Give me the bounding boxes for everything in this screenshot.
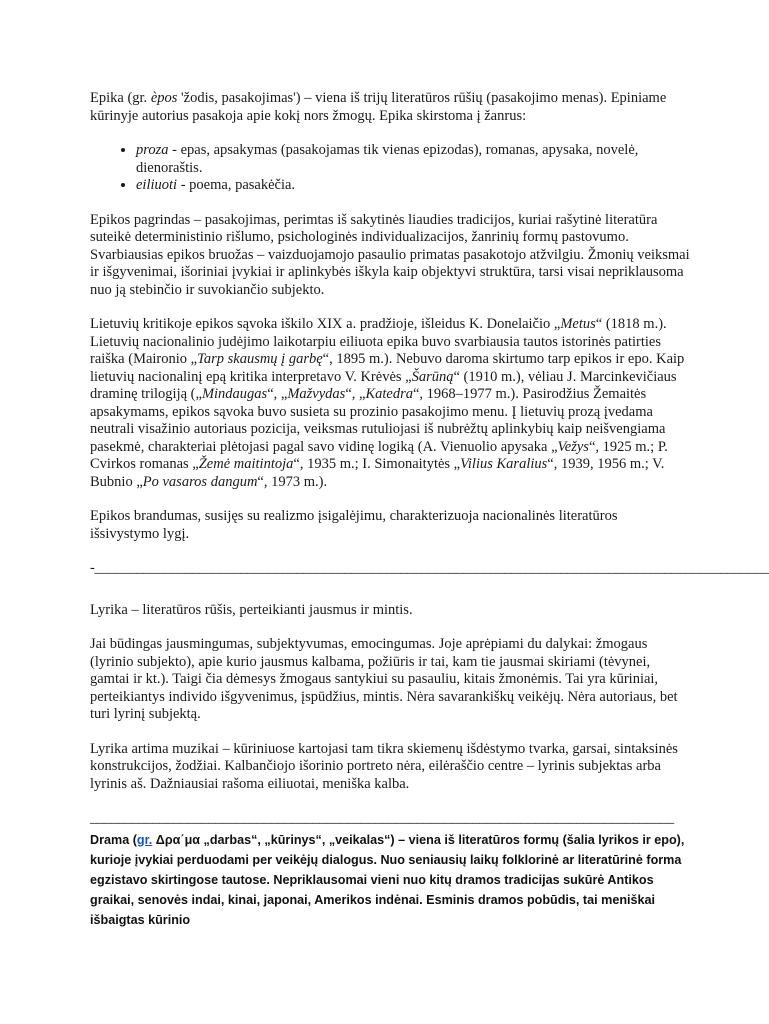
paragraph-text: “, 1968–1977 m.). Pasirodžius Žemaitės apsakymams, epikos sąvoka buvo susieta su prozinio pasakojimo menu. Į lietuvių prozą įvedama neutrali visažinio autoriaus pozicija, veiksmas rutuliojasi iš nubrėžtų aplinkybių kaip neišvengiama pasekmė, charakteriai plėtojasi pagal savo vidinę logiką (A. Vienuolio apysaka „	[90, 386, 666, 455]
work-title: Katedra	[365, 386, 413, 402]
epika-intro-term: èpos	[150, 90, 178, 106]
epika-intro	[90, 90, 690, 125]
work-title: Metus	[560, 316, 596, 332]
work-title: Po vasaros dangum	[142, 473, 258, 490]
drama-paragraph	[90, 830, 690, 930]
genre-description: - poema, pasakėčia.	[177, 177, 296, 193]
genre-term: eiliuoti	[136, 177, 178, 193]
paragraph-text: Lietuvių kritikoje epikos sąvoka iškilo XIX a. pradžioje, išleidus K. Donelaičio „	[90, 316, 561, 332]
paragraph-text: “, 1925 m.; P. Cvirkos romanas „	[90, 438, 668, 472]
lyrika-paragraph-2: Jai būdingas jausmingumas, subjektyvumas, emocingumas. Joje aprėpiami du dalykai: žmogaus (lyrinio subjekto), apie kurio jausmus kalbama, požiūris ir tai, kam tie jausmai skiriami (tėvynei, gamtai ir kt.). Taigi čia dėmesys žmogaus santykiui su pasauliu, kitais žmonėmis. Tai yra kūriniai, perteikiantys individo išgyvenimus, įspūdžius, mintis. Nėra savarankiškų veikėjų. Nėra autoriaus, bet turi lyrinį subjektą.	[90, 636, 678, 722]
lyrika-paragraph-1: Lyrika – literatūros rūšis, perteikianti jausmus ir mintis.	[90, 601, 413, 618]
epika-intro-text-2: 'žodis, pasakojimas') – viena iš trijų literatūros rūšių (pasakojimo menas). Epiniame kūrinyje autorius pasakoja apie kokį nors žmogų. Epika skirstoma į žanrus:	[90, 90, 667, 124]
separator-line: -_________________________________________________________________________________________________	[90, 560, 769, 576]
genre-list	[90, 142, 690, 195]
paragraph-text: “, 1973 m.).	[257, 473, 328, 490]
genre-term: proza	[136, 142, 169, 158]
paragraph-text: “, „	[345, 386, 366, 402]
work-title: Vilius Karalius	[460, 456, 548, 472]
work-title: Mindaugas	[201, 386, 268, 402]
greek-link[interactable]: gr.	[136, 832, 153, 847]
paragraph-text: “ (1818 m.). Lietuvių nacionalinio judėjimo laikotarpiu eiliuota epika buvo svarbiausia tautos istorinės patirties raiška (Maironio „	[90, 316, 667, 367]
epika-paragraph-2: Epikos pagrindas – pasakojimas, perimtas iš sakytinės liaudies tradicijos, kuriai rašytinė literatūra suteikė deterministinio rišlumo, psichologinės individualizacijos, žanrinių formų pastovumo. Svarbiausias epikos bruožas – vaizduojamojo pasaulio primatas pasakotojo atžvilgiu. Žmonių veiksmai ir išgyvenimai, išoriniai įvykiai ir aplinkybės iškyla kaip objektyvi struktūra, tarsi visai nepriklausoma nuo ją stebinčio ir suvokiančio subjekto.	[90, 211, 690, 298]
paragraph-text: “, 1935 m.; I. Simonaitytės „	[293, 456, 461, 472]
work-title: Žemė maitintoja	[198, 456, 294, 472]
work-title: Šarūną	[411, 368, 454, 385]
genre-description: - epas, apsakymas (pasakojamas tik vienas epizodas), romanas, apysaka, novelė, dienoraštis.	[136, 142, 639, 176]
epika-intro-text-1: Epika (gr.	[90, 90, 151, 106]
list-item	[136, 177, 690, 195]
list-item	[136, 142, 690, 177]
drama-text-1: Drama (	[90, 832, 137, 847]
document-page	[90, 90, 769, 930]
paragraph-text: “, „	[267, 386, 288, 402]
epika-paragraph-4: Epikos brandumas, susijęs su realizmo įsigalėjimu, charakterizuoja nacionalinės literatūros išsivystymo lygį.	[90, 508, 618, 542]
epika-paragraph-3	[90, 316, 690, 491]
drama-text-2: Δρα΄μα „darbas“, „kūrinys“, „veikalas“) – viena iš literatūros formų (šalia lyrikos ir epo), kurioje įvykiai perduodami per veikėjų dialogus. Nuo seniausių laikų folklorinė ar literatūrinė forma egzistavo skirtingose tautose. Nepriklausomai vieni nuo kitų dramos tradicijas sukūrė Antikos graikai, senovės indai, kinai, japonai, Amerikos indėnai. Esminis dramos pobūdis, tai meniškai išbaigtas kūrinio	[90, 832, 685, 927]
paragraph-text: “ (1910 m.), vėliau J. Marcinkevičiaus draminę trilogiją („	[90, 368, 677, 402]
work-title: Tarp skausmų į garbę	[197, 351, 323, 367]
work-title: Vežys	[557, 438, 589, 455]
separator-line-2: ____________________________________________________________________________________	[90, 810, 674, 826]
paragraph-text: “, 1939, 1956 m.; V. Bubnio „	[90, 456, 665, 490]
lyrika-paragraph-3: Lyrika artima muzikai – kūriniuose kartojasi tam tikra skiemenų išdėstymo tvarka, garsai, sintaksinės konstrukcijos, žodžiai. Kalbančiojo išorinio portreto nėra, eilėraščio centre – lyrinis subjektas arba lyrinis aš. Dažniausiai rašoma eiliuotai, meniška kalba.	[90, 740, 678, 792]
paragraph-text: “, 1895 m.). Nebuvo daroma skirtumo tarp epikos ir epo. Kaip lietuvių nacionalinį epą kritika interpretavo V. Krėvės „	[90, 351, 685, 385]
work-title: Mažvydas	[287, 386, 346, 402]
